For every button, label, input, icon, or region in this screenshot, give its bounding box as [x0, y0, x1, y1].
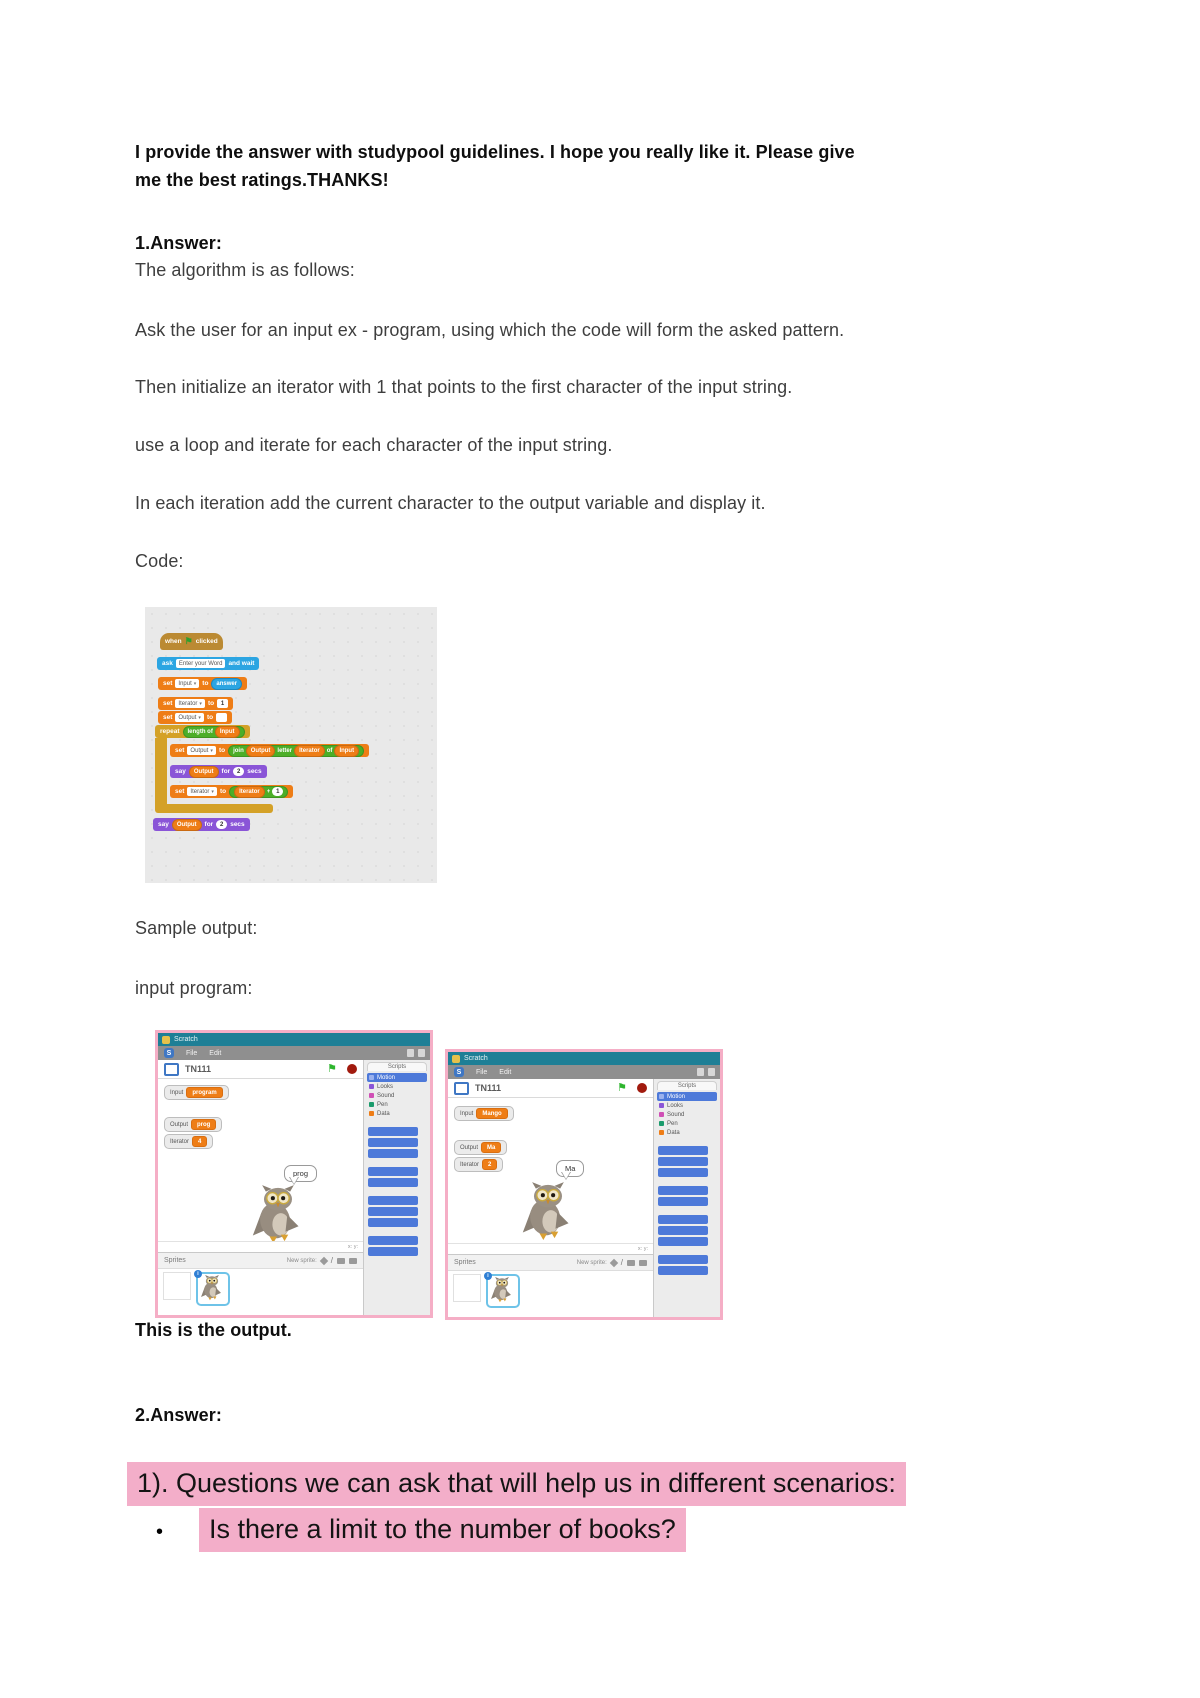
stage-thumbnail[interactable]: [453, 1274, 481, 1302]
watcher-value: prog: [191, 1119, 216, 1130]
toolbar-icons[interactable]: [407, 1049, 425, 1057]
sprite-info-icon[interactable]: i: [484, 1272, 492, 1280]
sprites-label: Sprites: [164, 1257, 186, 1264]
palette-block[interactable]: [658, 1226, 708, 1235]
block-text: say: [175, 768, 186, 775]
intro-text: [135, 138, 855, 194]
pen-swatch-icon: [369, 1102, 374, 1107]
when-flag-clicked-block[interactable]: [160, 633, 223, 650]
scratch-logo-icon[interactable]: S: [164, 1048, 174, 1058]
palette-block[interactable]: [658, 1186, 708, 1195]
motion-swatch-icon: [659, 1094, 664, 1099]
block-text: letter: [277, 747, 293, 754]
palette-block[interactable]: [368, 1218, 418, 1227]
category-label: Looks: [667, 1102, 684, 1109]
block-text: for: [204, 821, 214, 828]
category-looks[interactable]: [367, 1082, 427, 1091]
plus-operator[interactable]: [229, 786, 288, 798]
paint-sprite-icon[interactable]: /: [620, 1258, 623, 1267]
block-text: say: [158, 821, 169, 828]
increment-iterator-block[interactable]: [170, 785, 293, 798]
answer-reporter[interactable]: answer: [211, 678, 242, 690]
stop-button[interactable]: [347, 1064, 357, 1074]
window-titlebar: [448, 1052, 720, 1065]
sprites-label: Sprites: [454, 1259, 476, 1266]
category-sound[interactable]: [657, 1110, 717, 1119]
highlighted-question-line: 1). Questions we can ask that will help us in different scenarios:: [127, 1462, 906, 1506]
category-data[interactable]: [367, 1109, 427, 1118]
owl-sprite[interactable]: [520, 1182, 576, 1242]
output-reporter[interactable]: Output: [246, 745, 276, 757]
sample-output-label: Sample output:: [135, 918, 258, 938]
upload-sprite-icon[interactable]: [337, 1258, 345, 1264]
palette-block[interactable]: [658, 1266, 708, 1275]
block-text: of: [326, 747, 333, 754]
toolbar-icons[interactable]: [697, 1068, 715, 1076]
green-flag-button[interactable]: ⚑: [617, 1081, 627, 1094]
variable-dropdown[interactable]: [187, 787, 217, 796]
watcher-label: Output: [460, 1144, 479, 1151]
value-slot[interactable]: 1: [272, 787, 283, 796]
scratch-screenshot-output: [445, 1049, 723, 1320]
app-icon: [452, 1055, 460, 1063]
variable-dropdown[interactable]: [175, 679, 199, 688]
sound-swatch-icon: [659, 1112, 664, 1117]
grow-icon[interactable]: [418, 1049, 425, 1057]
sprites-list: [448, 1271, 653, 1317]
set-iterator-block[interactable]: [158, 697, 233, 710]
category-pen[interactable]: [367, 1100, 427, 1109]
value-slot[interactable]: 2: [216, 820, 227, 829]
green-flag-icon: ⚑: [184, 636, 193, 646]
block-text: repeat: [160, 728, 180, 735]
pen-swatch-icon: [659, 1121, 664, 1126]
data-swatch-icon: [659, 1130, 664, 1135]
camera-sprite-icon[interactable]: [639, 1260, 647, 1266]
sound-swatch-icon: [369, 1093, 374, 1098]
stage-coordinates: [448, 1243, 653, 1254]
repeat-block-arm: [155, 738, 167, 804]
chevron-down-icon: ▾: [193, 680, 197, 687]
camera-sprite-icon[interactable]: [349, 1258, 357, 1264]
code-label: Code:: [135, 551, 184, 571]
watcher-label: Output: [170, 1121, 189, 1128]
sprite-info-icon[interactable]: i: [194, 1270, 202, 1278]
intro-line-1: I provide the answer with studypool guidelines. I hope you really like it. Please give: [135, 142, 855, 162]
iterator-reporter[interactable]: Iterator: [294, 745, 325, 757]
coords-label: x: y:: [637, 1246, 648, 1252]
stage-column: [158, 1060, 364, 1315]
owl-sprite[interactable]: [250, 1185, 306, 1241]
stage-column: [448, 1079, 654, 1317]
watcher-value: Ma: [481, 1142, 501, 1153]
dropdown-value: Output: [190, 747, 209, 754]
variable-watcher[interactable]: [454, 1106, 514, 1121]
dropdown-value: Iterator: [190, 788, 210, 795]
block-text: secs: [230, 821, 245, 828]
category-label: Motion: [377, 1074, 396, 1081]
scratch-logo-icon[interactable]: S: [454, 1067, 464, 1077]
presentation-mode-icon[interactable]: [164, 1063, 179, 1076]
intro-line-2: me the best ratings.THANKS!: [135, 170, 389, 190]
dropdown-value: Input: [178, 680, 192, 687]
iterator-reporter[interactable]: Iterator: [234, 786, 265, 798]
owl-thumbnail: [489, 1277, 515, 1303]
input-reporter[interactable]: Input: [215, 726, 240, 738]
scratch-code-image: [145, 607, 437, 883]
chevron-down-icon: ▾: [198, 714, 201, 721]
presentation-mode-icon[interactable]: [454, 1082, 469, 1095]
block-text: clicked: [195, 638, 218, 645]
duplicate-icon[interactable]: [407, 1049, 414, 1057]
palette-block[interactable]: [658, 1255, 708, 1264]
dropdown-value: Output: [178, 714, 197, 721]
palette-block[interactable]: [658, 1146, 708, 1155]
project-name: TN111: [185, 1064, 212, 1074]
menu-bar: [158, 1046, 430, 1060]
block-text: join: [233, 747, 244, 754]
category-data[interactable]: [657, 1128, 717, 1137]
palette-block[interactable]: [368, 1196, 418, 1205]
variable-watcher[interactable]: [164, 1134, 213, 1149]
palette-block[interactable]: [368, 1178, 418, 1187]
watcher-value: Mango: [476, 1108, 507, 1119]
palette-block[interactable]: [368, 1247, 418, 1256]
category-label: Data: [377, 1110, 390, 1117]
ask-prompt-field[interactable]: Enter your Word: [176, 659, 226, 668]
sprite-thumbnail[interactable]: [486, 1274, 520, 1308]
watcher-value: program: [186, 1087, 222, 1098]
variable-watcher[interactable]: [164, 1117, 222, 1132]
grow-icon[interactable]: [708, 1068, 715, 1076]
category-label: Looks: [377, 1083, 394, 1090]
category-pen[interactable]: [657, 1119, 717, 1128]
category-label: Pen: [667, 1120, 678, 1127]
block-palette: [654, 1079, 720, 1317]
stage: [158, 1079, 363, 1241]
category-looks[interactable]: [657, 1101, 717, 1110]
edit-menu[interactable]: Edit: [209, 1049, 222, 1057]
category-label: Pen: [377, 1101, 388, 1108]
sprite-thumbnail[interactable]: [196, 1272, 230, 1306]
file-menu[interactable]: File: [476, 1068, 488, 1076]
block-text: secs: [247, 768, 262, 775]
input-reporter[interactable]: Input: [334, 745, 359, 757]
menu-bar: [448, 1065, 720, 1079]
category-motion[interactable]: [657, 1092, 717, 1101]
watcher-value: 4: [192, 1136, 207, 1147]
block-text: +: [266, 788, 271, 795]
window-title: Scratch: [464, 1055, 488, 1062]
variable-dropdown[interactable]: [187, 746, 216, 755]
speech-bubble: prog: [284, 1165, 317, 1182]
data-swatch-icon: [369, 1111, 374, 1116]
duplicate-icon[interactable]: [697, 1068, 704, 1076]
category-label: Data: [667, 1129, 680, 1136]
watcher-label: Iterator: [460, 1161, 480, 1168]
palette-block[interactable]: [658, 1168, 708, 1177]
palette-block[interactable]: [368, 1149, 418, 1158]
app-icon: [162, 1036, 170, 1044]
algorithm-step: In each iteration add the current character to the output variable and display it.: [135, 493, 766, 513]
palette-block[interactable]: [368, 1127, 418, 1136]
block-text: ask: [162, 660, 173, 667]
block-text: to: [202, 680, 209, 687]
algorithm-step: use a loop and iterate for each character of the input string.: [135, 435, 613, 455]
palette-block[interactable]: [658, 1237, 708, 1246]
tab-scripts[interactable]: Scripts: [367, 1062, 427, 1071]
block-text: set: [175, 747, 185, 754]
block-text: when: [165, 638, 182, 645]
block-text: to: [207, 700, 215, 707]
say-output-block[interactable]: [170, 765, 267, 778]
window-title: Scratch: [174, 1036, 198, 1043]
sprites-panel: [158, 1252, 363, 1315]
palette-block[interactable]: [368, 1236, 418, 1245]
project-name: TN111: [475, 1083, 502, 1093]
coords-label: x: y:: [347, 1244, 358, 1250]
value-slot[interactable]: 1: [217, 699, 228, 708]
value-slot[interactable]: [216, 713, 227, 722]
ask-and-wait-block[interactable]: [157, 657, 259, 670]
category-sound[interactable]: [367, 1091, 427, 1100]
repeat-block-foot: [155, 804, 273, 813]
highlighted-bullet-text: Is there a limit to the number of books?: [199, 1508, 686, 1552]
watcher-value: 2: [482, 1159, 497, 1170]
variable-watcher[interactable]: [164, 1085, 229, 1100]
sprites-header: [158, 1253, 363, 1269]
block-text: to: [218, 747, 226, 754]
chevron-down-icon: ▾: [210, 747, 213, 754]
stage: [448, 1098, 653, 1243]
say-output-final-block[interactable]: [153, 818, 250, 831]
watcher-label: Iterator: [170, 1138, 190, 1145]
owl-thumbnail: [199, 1275, 225, 1301]
stop-button[interactable]: [637, 1083, 647, 1093]
repeat-block[interactable]: [155, 725, 250, 738]
edit-menu[interactable]: Edit: [499, 1068, 512, 1076]
block-text: to: [219, 788, 227, 795]
paint-sprite-icon[interactable]: /: [330, 1256, 333, 1265]
algorithm-step: Ask the user for an input ex - program, using which the code will form the asked pattern.: [135, 320, 845, 340]
palette-block[interactable]: [658, 1157, 708, 1166]
new-sprite-library-icon[interactable]: [320, 1256, 328, 1264]
set-output-block[interactable]: [158, 711, 232, 724]
value-slot[interactable]: 2: [233, 767, 244, 776]
sprites-list: [158, 1269, 363, 1315]
join-reporter[interactable]: [228, 745, 364, 757]
answer1-heading: 1.Answer:: [135, 233, 222, 253]
category-motion[interactable]: [367, 1073, 427, 1082]
block-text: set: [163, 714, 173, 721]
palette-block[interactable]: [658, 1197, 708, 1206]
variable-watcher[interactable]: [454, 1140, 507, 1155]
sprites-header: [448, 1255, 653, 1271]
palette-block[interactable]: [368, 1138, 418, 1147]
output-reporter[interactable]: Output: [189, 766, 219, 778]
upload-sprite-icon[interactable]: [627, 1260, 635, 1266]
block-text: set: [163, 700, 173, 707]
new-sprite-library-icon[interactable]: [610, 1258, 618, 1266]
stage-header: [158, 1060, 363, 1079]
block-text: set: [175, 788, 185, 795]
palette-block[interactable]: [658, 1215, 708, 1224]
chevron-down-icon: ▾: [211, 788, 214, 795]
watcher-label: Input: [170, 1089, 184, 1096]
looks-swatch-icon: [659, 1103, 664, 1108]
looks-swatch-icon: [369, 1084, 374, 1089]
scratch-screenshot-input: [155, 1030, 433, 1318]
block-palette: [364, 1060, 430, 1315]
variable-dropdown[interactable]: [175, 699, 205, 708]
output-reporter[interactable]: Output: [172, 819, 202, 831]
new-sprite-label: New sprite:: [576, 1259, 607, 1266]
set-output-join-block[interactable]: [170, 744, 369, 757]
watcher-label: Input: [460, 1110, 474, 1117]
block-text: length of: [187, 728, 213, 735]
file-menu[interactable]: File: [186, 1049, 198, 1057]
window-titlebar: [158, 1033, 430, 1046]
stage-thumbnail[interactable]: [163, 1272, 191, 1300]
speech-bubble: Ma: [556, 1160, 584, 1177]
block-text: to: [206, 714, 214, 721]
block-text: for: [221, 768, 231, 775]
variable-dropdown[interactable]: [175, 713, 204, 722]
palette-block[interactable]: [368, 1207, 418, 1216]
chevron-down-icon: ▾: [199, 700, 202, 707]
category-label: Sound: [377, 1092, 395, 1099]
set-input-block[interactable]: [158, 677, 247, 690]
new-sprite-label: New sprite:: [286, 1257, 317, 1264]
stage-coordinates: [158, 1241, 363, 1252]
motion-swatch-icon: [369, 1075, 374, 1080]
tab-scripts[interactable]: Scripts: [657, 1081, 717, 1090]
category-label: Sound: [667, 1111, 685, 1118]
block-text: and wait: [228, 660, 255, 667]
answer2-heading: 2.Answer:: [135, 1405, 222, 1425]
block-text: set: [163, 680, 173, 687]
palette-block[interactable]: [368, 1167, 418, 1176]
stage-header: [448, 1079, 653, 1098]
output-caption: This is the output.: [135, 1320, 292, 1340]
green-flag-button[interactable]: ⚑: [327, 1062, 337, 1075]
variable-watcher[interactable]: [454, 1157, 503, 1172]
algorithm-intro: The algorithm is as follows:: [135, 260, 355, 280]
algorithm-step: Then initialize an iterator with 1 that points to the first character of the input string.: [135, 377, 793, 397]
bullet-icon: •: [156, 1521, 164, 1543]
category-label: Motion: [667, 1093, 686, 1100]
length-of-reporter[interactable]: [183, 726, 245, 738]
sprites-panel: [448, 1254, 653, 1317]
dropdown-value: Iterator: [178, 700, 198, 707]
input-program-label: input program:: [135, 978, 253, 998]
